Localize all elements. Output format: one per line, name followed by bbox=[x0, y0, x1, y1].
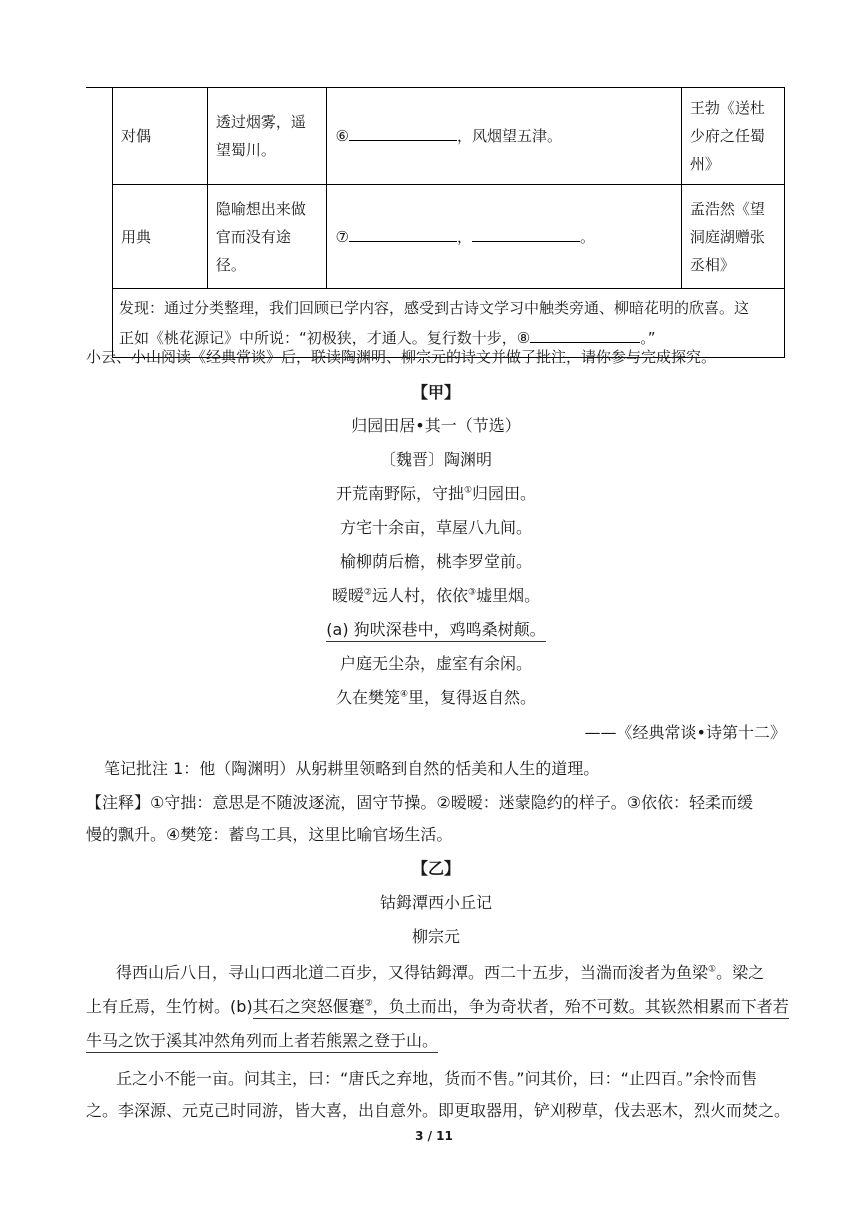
section-jia-marker: 【甲】 bbox=[411, 383, 460, 402]
top-rule bbox=[86, 87, 112, 88]
description-cell: 隐喻想出来做官而没有途径。 bbox=[207, 185, 327, 289]
poem-line: 久在樊笼④里，复得返自然。 bbox=[335, 688, 537, 707]
poem-line: 开荒南野际，守拙①归园田。 bbox=[335, 484, 537, 503]
category-cell: 对偶 bbox=[113, 88, 208, 185]
poem-author: 〔魏晋〕陶渊明 bbox=[379, 450, 492, 469]
essay-author: 柳宗元 bbox=[411, 927, 460, 946]
poem-title: 归园田居•其一（节选） bbox=[351, 416, 521, 435]
essay-line: 上有丘焉，生竹树。(b)其石之突怒偃蹇②，负土而出，争为奇状者，殆不可数。其嵚然相累而下者若 bbox=[86, 994, 789, 1017]
poem-line: 方宅十余亩，草屋八九间。 bbox=[339, 518, 532, 537]
page-number: 3 / 11 bbox=[415, 1129, 453, 1143]
source-cell: 孟浩然《望洞庭湖赠张丞相》 bbox=[681, 185, 784, 289]
poem-line: 暧暧②远人村，依依③墟里烟。 bbox=[331, 586, 541, 605]
answer-blank-7b[interactable] bbox=[472, 223, 580, 242]
essay-line: 得西山后八日，寻山口西北道二百步，又得钴鉧潭。西二十五步，当湍而浚者为鱼梁①。梁之 bbox=[116, 963, 765, 982]
annotation-line: 【注释】①守拙：意思是不随波逐流，固守节操。②暧暧：迷蒙隐约的样子。③依依：轻柔而缓 bbox=[86, 793, 754, 812]
quote-cell: ⑦ ， 。 bbox=[327, 185, 681, 289]
poem-line: 榆柳荫后檐，桃李罗堂前。 bbox=[339, 552, 532, 571]
poem-source: ——《经典常谈•诗第十二》 bbox=[584, 723, 786, 742]
description-cell: 透过烟雾，遥望蜀川。 bbox=[207, 88, 327, 185]
essay-line: 丘之小不能一亩。问其主，曰：“唐氏之弃地，货而不售。”问其价，曰：“止四百。”余怜而售 bbox=[116, 1069, 758, 1088]
poem-line: 户庭无尘杂，虚室有余闲。 bbox=[339, 654, 532, 673]
source-cell: 王勃《送杜少府之任蜀州》 bbox=[681, 88, 784, 185]
discovery-cell: 发现：通过分类整理，我们回顾已学内容，感受到古诗文学习中触类旁通、柳暗花明的欣喜。这 正如《桃花源记》中所说：“初极狭，才通人。复行数十步，⑧ 。” bbox=[113, 289, 785, 358]
answer-blank-6[interactable] bbox=[349, 122, 457, 141]
poem-line-underlined: (a) 狗吠深巷中，鸡鸣桑树颠。 bbox=[86, 617, 786, 640]
quote-cell: ⑥ ，风烟望五津。 bbox=[327, 88, 681, 185]
table-row bbox=[113, 88, 785, 185]
note-annotation: 笔记批注 1：他（陶渊明）从躬耕里领略到自然的恬美和人生的道理。 bbox=[104, 759, 600, 778]
table-row bbox=[113, 185, 785, 289]
essay-title: 钴鉧潭西小丘记 bbox=[379, 893, 492, 912]
annotation-line: 慢的飘升。④樊笼：蓄鸟工具，这里比喻官场生活。 bbox=[86, 825, 453, 844]
intro-text: 小云、小山阅读《经典常谈》后，联读陶渊明、柳宗元的诗文并做了批注，请你参与完成探究。 bbox=[86, 348, 717, 366]
classification-table bbox=[112, 87, 785, 358]
essay-line-underlined: 牛马之饮于溪其冲然角列而上者若熊罴之登于山。 bbox=[86, 1028, 438, 1051]
answer-blank-8[interactable] bbox=[530, 324, 640, 343]
section-yi-marker: 【乙】 bbox=[411, 859, 460, 878]
category-cell: 用典 bbox=[113, 185, 208, 289]
essay-line: 之。李深源、元克己时同游，皆大喜，出自意外。即更取器用，铲刈秽草，伐去恶木，烈火而焚之。 bbox=[86, 1101, 791, 1120]
answer-blank-7a[interactable] bbox=[349, 223, 457, 242]
